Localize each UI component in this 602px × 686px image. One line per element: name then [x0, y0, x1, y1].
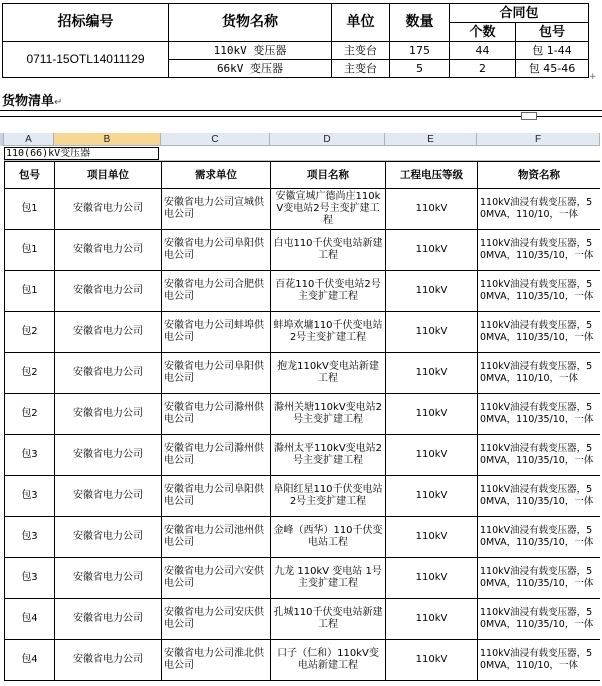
project-name-cell[interactable]: 滁州太平110kV变电站2号主变扩建工程	[271, 435, 386, 476]
project-name-cell[interactable]: 金峰（西华）110千伏变电站工程	[271, 517, 386, 558]
demand-unit-cell[interactable]: 安徽省电力公司合肥供电公司	[162, 271, 271, 312]
table-row	[5, 230, 601, 271]
material-name-cell[interactable]: 110kV油浸有载变压器，50MVA，110/35/10，一体	[478, 435, 601, 476]
bid-number: 0711-15OTL14011129	[3, 42, 169, 78]
demand-unit-cell[interactable]: 安徽省电力公司宣城供电公司	[162, 189, 271, 230]
header-quantity: 数量	[390, 4, 450, 42]
package-cell[interactable]: 包3	[5, 517, 55, 558]
project-name-cell[interactable]: 抱龙110kV变电站新建工程	[271, 353, 386, 394]
package-cell[interactable]: 包1	[5, 230, 55, 271]
material-name-cell[interactable]: 110kV油浸有载变压器，50MVA，110/35/10，一体	[478, 558, 601, 599]
column-header-d[interactable]: D	[270, 133, 385, 146]
material-name-cell[interactable]: 110kV油浸有载变压器，50MVA，110/35/10，一体	[478, 230, 601, 271]
project-unit-cell[interactable]: 安徽省电力公司	[55, 640, 162, 681]
table-row	[5, 189, 601, 230]
voltage-cell[interactable]: 110kV	[386, 599, 478, 640]
voltage-cell[interactable]: 110kV	[386, 640, 478, 681]
goods-name-cell: 66kV 变压器	[169, 60, 332, 78]
package-cell[interactable]: 包3	[5, 435, 55, 476]
package-cell[interactable]: 包2	[5, 394, 55, 435]
package-cell[interactable]: 包3	[5, 558, 55, 599]
demand-unit-cell[interactable]: 安徽省电力公司阜阳供电公司	[162, 476, 271, 517]
voltage-cell[interactable]: 110kV	[386, 312, 478, 353]
project-name-cell[interactable]: 九龙 110kV 变电站 1号主变扩建工程	[271, 558, 386, 599]
project-unit-cell[interactable]: 安徽省电力公司	[55, 189, 162, 230]
voltage-cell[interactable]: 110kV	[386, 476, 478, 517]
side-mark: +	[589, 72, 597, 82]
column-header-a[interactable]: A	[4, 133, 54, 146]
package-cell[interactable]: 包1	[5, 189, 55, 230]
column-header-e[interactable]: E	[385, 133, 477, 146]
demand-unit-cell[interactable]: 安徽省电力公司滁州供电公司	[162, 394, 271, 435]
header-project-name: 项目名称	[271, 162, 386, 189]
material-name-cell[interactable]: 110kV油浸有载变压器，50MVA，110/35/10，一体	[478, 271, 601, 312]
goods-list-title: 货物清单	[2, 94, 55, 109]
project-unit-cell[interactable]: 安徽省电力公司	[55, 435, 162, 476]
demand-unit-cell[interactable]: 安徽省电力公司蚌埠供电公司	[162, 312, 271, 353]
header-goods-name: 货物名称	[169, 4, 332, 42]
embedded-spreadsheet	[0, 133, 600, 686]
voltage-cell[interactable]: 110kV	[386, 189, 478, 230]
package-cell: 包 1-44	[516, 42, 589, 60]
contract-table	[2, 3, 589, 78]
voltage-cell[interactable]: 110kV	[386, 230, 478, 271]
project-unit-cell[interactable]: 安徽省电力公司	[55, 517, 162, 558]
voltage-cell[interactable]: 110kV	[386, 353, 478, 394]
goods-list-heading	[2, 90, 62, 109]
title-row	[4, 147, 600, 161]
table-row	[5, 394, 601, 435]
quantity-cell: 5	[390, 60, 450, 78]
count-cell: 44	[450, 42, 516, 60]
material-name-cell[interactable]: 110kV油浸有载变压器，50MVA，110/35/10，一体	[478, 517, 601, 558]
table-row	[5, 599, 601, 640]
contract-row	[3, 42, 589, 60]
table-row	[5, 517, 601, 558]
package-cell[interactable]: 包4	[5, 599, 55, 640]
package-cell[interactable]: 包2	[5, 353, 55, 394]
unit-cell: 主变台	[332, 60, 390, 78]
project-name-cell[interactable]: 白屯110千伏变电站新建工程	[271, 230, 386, 271]
project-name-cell[interactable]: 百花110千伏变电站2号主变扩建工程	[271, 271, 386, 312]
header-unit: 单位	[332, 4, 390, 42]
project-name-cell[interactable]: 阜阳红星110千伏变电站2号主变扩建工程	[271, 476, 386, 517]
material-name-cell[interactable]: 110kV油浸有载变压器，50MVA，110/35/10，一体	[478, 599, 601, 640]
header-project-unit: 项目单位	[55, 162, 162, 189]
paragraph-mark: ↵	[54, 97, 63, 108]
voltage-cell[interactable]: 110kV	[386, 394, 478, 435]
demand-unit-cell[interactable]: 安徽省电力公司池州供电公司	[162, 517, 271, 558]
package-cell[interactable]: 包1	[5, 271, 55, 312]
project-name-cell[interactable]: 口子（仁和）110kV变电站新建工程	[271, 640, 386, 681]
voltage-cell[interactable]: 110kV	[386, 558, 478, 599]
sheet-title-cell[interactable]: 110(66)kV变压器	[4, 147, 159, 160]
table-row	[5, 271, 601, 312]
material-name-cell[interactable]: 110kV油浸有载变压器，50MVA，110/35/10，一体	[478, 476, 601, 517]
demand-unit-cell[interactable]: 安徽省电力公司安庆供电公司	[162, 599, 271, 640]
project-name-cell[interactable]: 孔城110千伏变电站新建工程	[271, 599, 386, 640]
demand-unit-cell[interactable]: 安徽省电力公司阜阳供电公司	[162, 353, 271, 394]
table-row	[5, 435, 601, 476]
material-name-cell[interactable]: 110kV油浸有载变压器，50MVA，110/10，一体	[478, 640, 601, 681]
package-cell[interactable]: 包4	[5, 640, 55, 681]
table-row	[5, 476, 601, 517]
demand-unit-cell[interactable]: 安徽省电力公司滁州供电公司	[162, 435, 271, 476]
column-header-f[interactable]: F	[477, 133, 600, 146]
project-name-cell[interactable]: 蚌埠欢墉110千伏变电站2号主变扩建工程	[271, 312, 386, 353]
quantity-cell: 175	[390, 42, 450, 60]
demand-unit-cell[interactable]: 安徽省电力公司淮北供电公司	[162, 640, 271, 681]
header-contract-package: 合同包	[450, 4, 589, 23]
table-row	[5, 312, 601, 353]
demand-unit-cell[interactable]: 安徽省电力公司六安供电公司	[162, 558, 271, 599]
package-cell[interactable]: 包3	[5, 476, 55, 517]
material-name-cell[interactable]: 110kV油浸有载变压器，50MVA，110/10，一体	[478, 189, 601, 230]
goods-table	[4, 161, 600, 681]
header-count: 个数	[450, 23, 516, 42]
project-name-cell[interactable]: 滁州关塘110kV变电站2号主变扩建工程	[271, 394, 386, 435]
header-material-name: 物资名称	[478, 162, 601, 189]
count-cell: 2	[450, 60, 516, 78]
material-name-cell[interactable]: 110kV油浸有载变压器，50MVA，110/35/10，一体	[478, 394, 601, 435]
header-demand-unit: 需求单位	[162, 162, 271, 189]
header-package: 包号	[5, 162, 55, 189]
project-unit-cell[interactable]: 安徽省电力公司	[55, 312, 162, 353]
header-package-no: 包号	[516, 23, 589, 42]
voltage-cell[interactable]: 110kV	[386, 435, 478, 476]
material-name-cell[interactable]: 110kV油浸有载变压器，50MVA，110/10，一体	[478, 353, 601, 394]
voltage-cell[interactable]: 110kV	[386, 517, 478, 558]
column-header-c[interactable]: C	[161, 133, 270, 146]
table-row	[5, 353, 601, 394]
header-bid-no: 招标编号	[3, 4, 169, 42]
goods-name-cell: 110kV 变压器	[169, 42, 332, 60]
package-cell: 包 45-46	[516, 60, 589, 78]
material-name-cell[interactable]: 110kV油浸有载变压器，50MVA，110/35/10，一体	[478, 312, 601, 353]
package-cell[interactable]: 包2	[5, 312, 55, 353]
unit-cell: 主变台	[332, 42, 390, 60]
project-unit-cell[interactable]: 安徽省电力公司	[55, 394, 162, 435]
column-header-b[interactable]: B	[54, 133, 161, 146]
header-voltage-level: 工程电压等级	[386, 162, 478, 189]
project-unit-cell[interactable]: 安徽省电力公司	[55, 599, 162, 640]
table-row	[5, 640, 601, 681]
project-unit-cell[interactable]: 安徽省电力公司	[55, 353, 162, 394]
table-move-handle[interactable]	[521, 112, 537, 120]
table-row	[5, 558, 601, 599]
project-unit-cell[interactable]: 安徽省电力公司	[55, 271, 162, 312]
demand-unit-cell[interactable]: 安徽省电力公司阜阳供电公司	[162, 230, 271, 271]
voltage-cell[interactable]: 110kV	[386, 271, 478, 312]
project-unit-cell[interactable]: 安徽省电力公司	[55, 558, 162, 599]
divider	[0, 116, 602, 117]
goods-header-row	[5, 162, 601, 189]
project-unit-cell[interactable]: 安徽省电力公司	[55, 230, 162, 271]
project-unit-cell[interactable]: 安徽省电力公司	[55, 476, 162, 517]
project-name-cell[interactable]: 安徽宣城广德尚庄110kV变电站2号主变扩建工程	[271, 189, 386, 230]
divider	[0, 110, 602, 111]
